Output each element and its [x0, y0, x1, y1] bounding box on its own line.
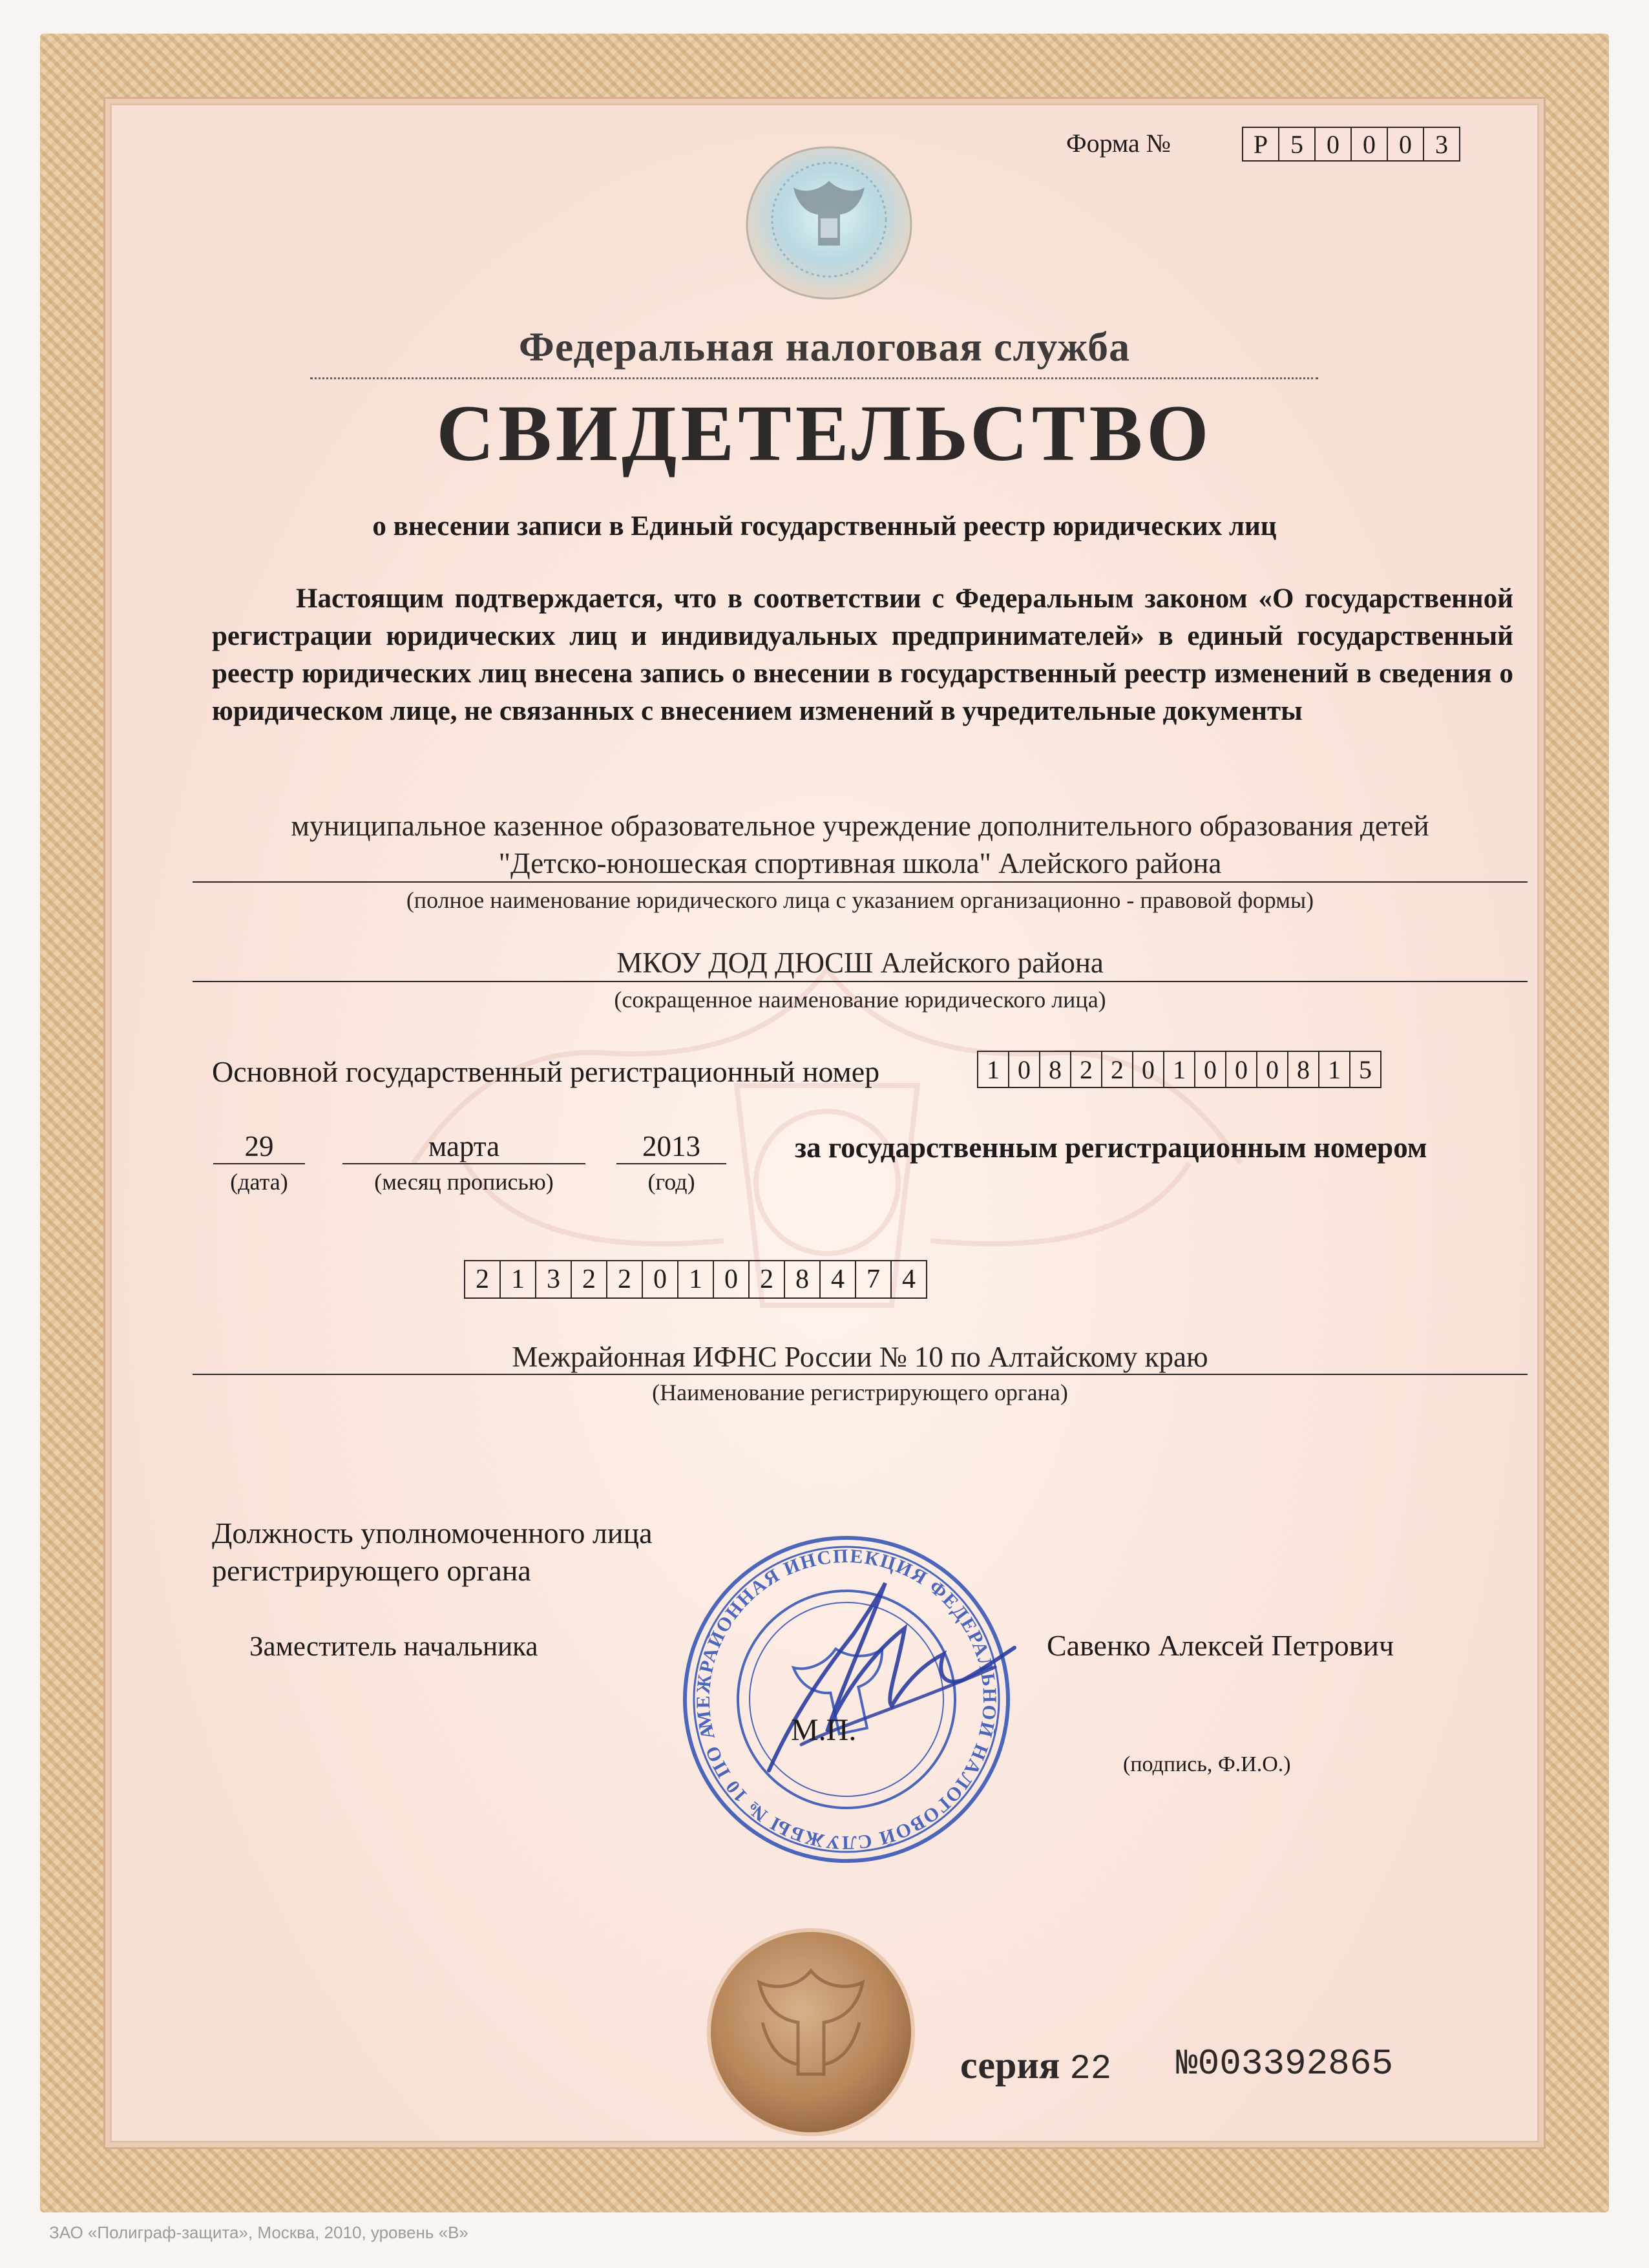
ogrn-digit: 2 — [1071, 1051, 1102, 1088]
ogrn-digit: 8 — [1040, 1051, 1071, 1088]
form-cell: 3 — [1424, 127, 1460, 162]
gold-seal-icon — [704, 1926, 918, 2139]
stamp-place-mark: М.П. — [791, 1713, 857, 1747]
ogrn-digit: 1 — [1164, 1051, 1195, 1088]
signer-name: Савенко Алексей Петрович — [1047, 1629, 1394, 1662]
ogrn-digit: 1 — [977, 1051, 1009, 1088]
year-caption: (год) — [647, 1169, 695, 1195]
grn-label: за государственным регистрационным номером — [795, 1131, 1427, 1164]
month-caption: (месяц прописью) — [374, 1169, 554, 1195]
series-value: 22 — [1069, 2050, 1112, 2089]
day-caption: (дата) — [230, 1169, 288, 1195]
ogrn-label: Основной государственный регистрационный номер — [212, 1055, 880, 1088]
form-cell: 5 — [1279, 127, 1316, 162]
ogrn-digit: 8 — [1288, 1051, 1319, 1088]
svg-text:МЕЖРАЙОННАЯ ИНСПЕКЦИЯ ФЕДЕРАЛЬ — [672, 1518, 1021, 1880]
grn-cells — [464, 1260, 927, 1299]
entity-full-name-line2: "Детско-юношеская спортивная школа" Алейского района — [498, 847, 1222, 879]
ogrn-digit: 0 — [1009, 1051, 1040, 1088]
grn-digit: 4 — [892, 1260, 927, 1299]
ogrn-digit: 0 — [1226, 1051, 1257, 1088]
document-subtitle: о внесении записи в Единый государственный реестр юридических лиц — [372, 511, 1277, 541]
grn-digit: 2 — [607, 1260, 643, 1299]
grn-digit: 3 — [536, 1260, 572, 1299]
authority-caption: (Наименование регистрирующего органа) — [652, 1380, 1068, 1405]
hologram-emblem-icon — [742, 142, 916, 304]
grn-digit: 2 — [750, 1260, 785, 1299]
grn-digit: 1 — [501, 1260, 536, 1299]
year-underline — [616, 1163, 726, 1164]
form-cell: 0 — [1316, 127, 1352, 162]
stamp-text: МЕЖРАЙОННАЯ ИНСПЕКЦИЯ ФЕДЕРАЛЬНОЙ НАЛОГОВОЙ СЛУЖБЫ № 10 ПО АЛТАЙСКОМУ — [692, 1545, 1001, 1854]
position-label: Должность уполномоченного лица регистрирующего органа — [212, 1517, 653, 1587]
registering-authority: Межрайонная ИФНС России № 10 по Алтайскому краю — [512, 1341, 1208, 1373]
form-cell: Р — [1242, 127, 1279, 162]
grn-digit: 2 — [572, 1260, 607, 1299]
grn-digit: 2 — [464, 1260, 501, 1299]
record-month: марта — [428, 1130, 500, 1162]
ogrn-digit: 1 — [1319, 1051, 1350, 1088]
short-name-underline — [193, 981, 1528, 982]
form-number-cells — [1242, 127, 1460, 162]
authority-underline — [193, 1374, 1528, 1375]
entity-short-name: МКОУ ДОД ДЮСШ Алейского района — [616, 947, 1104, 979]
ogrn-cells — [977, 1051, 1381, 1088]
grn-digit: 0 — [643, 1260, 678, 1299]
official-position: Заместитель начальника — [249, 1632, 538, 1662]
grn-digit: 1 — [678, 1260, 714, 1299]
ogrn-digit: 0 — [1195, 1051, 1226, 1088]
form-cell: 0 — [1388, 127, 1424, 162]
grn-digit: 4 — [821, 1260, 856, 1299]
full-name-underline — [193, 881, 1528, 883]
ogrn-digit: 5 — [1350, 1051, 1381, 1088]
signature-caption: (подпись, Ф.И.О.) — [1123, 1752, 1291, 1776]
grn-digit: 7 — [856, 1260, 892, 1299]
form-cell: 0 — [1352, 127, 1388, 162]
series-label: серия 22 — [960, 2044, 1112, 2089]
record-day: 29 — [244, 1130, 274, 1162]
document-title: СВИДЕТЕЛЬСТВО — [436, 389, 1213, 478]
printer-imprint: ЗАО «Полиграф-защита», Москва, 2010, уровень «В» — [49, 2223, 468, 2242]
statement-paragraph: Настоящим подтверждается, что в соответствии с Федеральным законом «О государственной регистрации юридических лиц и индивидуальных предпринимателей» в единый государственный реестр юридических лиц внесена запись о внесении в государственный реестр изменений в сведения о юридическом лице, не связанных с внесением изменений в учредительные документы — [212, 583, 1513, 726]
ogrn-digit: 0 — [1133, 1051, 1164, 1088]
entity-full-name-line1: муниципальное казенное образовательное учреждение дополнительного образования детей — [291, 810, 1429, 842]
grn-digit: 0 — [714, 1260, 750, 1299]
ogrn-digit: 2 — [1102, 1051, 1133, 1088]
full-name-caption: (полное наименование юридического лица с указанием организационно - правовой формы) — [406, 887, 1314, 913]
day-underline — [213, 1163, 305, 1164]
title-divider — [310, 377, 1318, 379]
record-year: 2013 — [642, 1130, 700, 1162]
official-stamp-icon — [672, 1518, 1021, 1880]
grn-digit: 8 — [785, 1260, 821, 1299]
agency-name: Федеральная налоговая служба — [518, 324, 1131, 370]
series-number: №003392865 — [1176, 2043, 1394, 2084]
ogrn-digit: 0 — [1257, 1051, 1288, 1088]
form-number-label: Форма № — [1066, 129, 1171, 158]
month-underline — [342, 1163, 585, 1164]
short-name-caption: (сокращенное наименование юридического лица) — [614, 987, 1106, 1013]
